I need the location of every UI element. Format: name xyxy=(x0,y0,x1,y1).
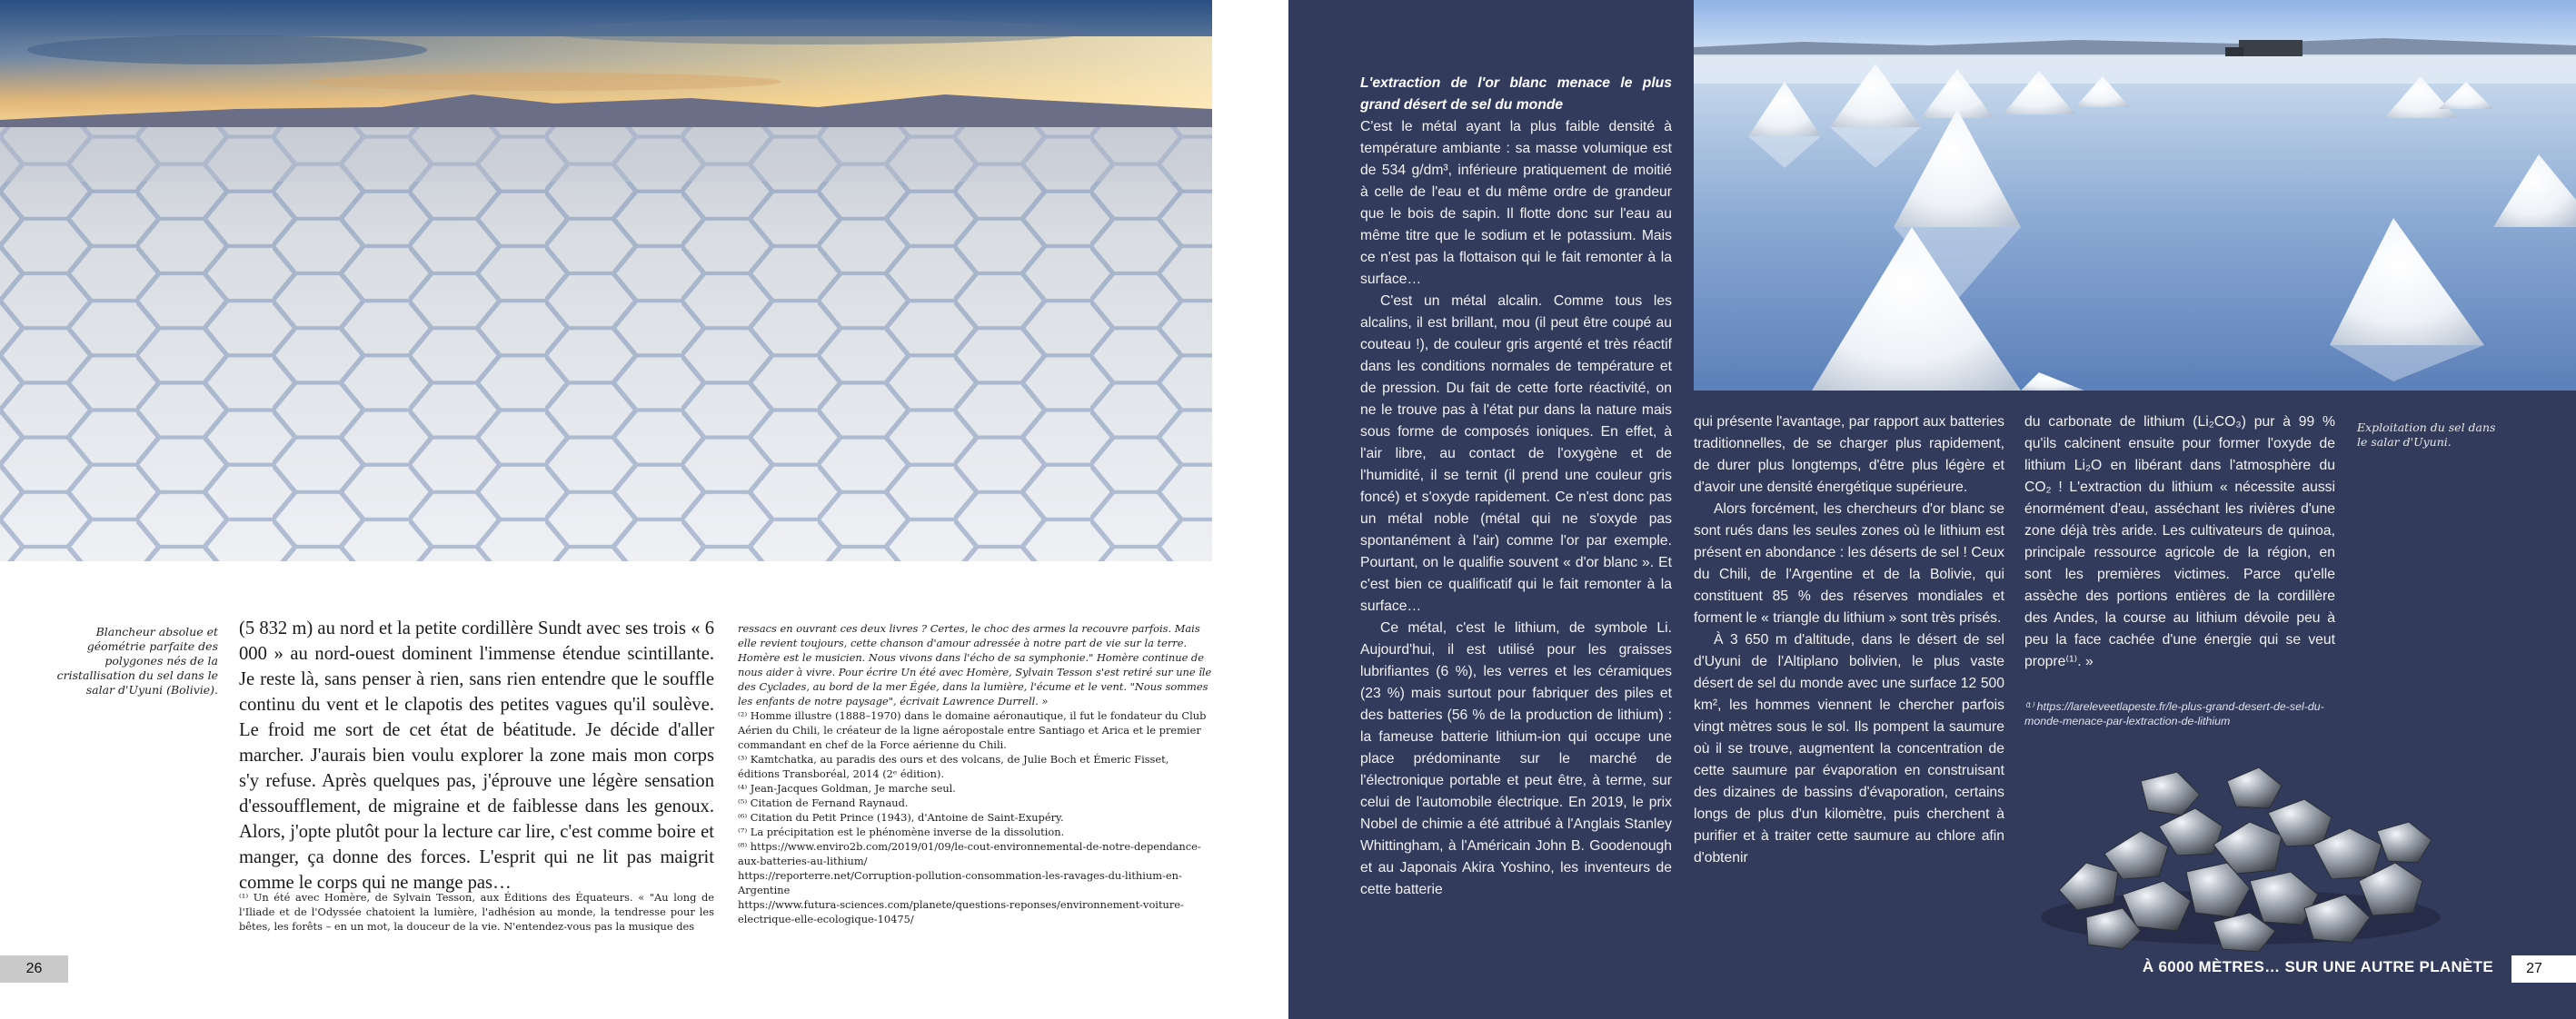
col2-paragraph-1: qui présente l'avantage, par rapport aux batteries traditionnelles, de se charger plus rapidement, de durer plus longtemps, d'être plus légère et d'avoir une densité énergétique supérieure. xyxy=(1694,414,2004,495)
note-2: ⁽²⁾ Homme illustre (1888–1970) dans le domaine aéronautique, il fut le fondateur du Club Aérien du Chili, le créateur de la ligne aéropostale entre Santiago et Arica et le premier commandant en chef de la Force aérienne du Chili. xyxy=(738,709,1207,751)
left-main-text-column xyxy=(239,616,714,895)
note-4: ⁽⁴⁾ Jean-Jacques Goldman, Je marche seul. xyxy=(738,782,956,795)
col1-paragraph-2: C'est un métal alcalin. Comme tous les alcalins, il est brillant, mou (il peut être coupé au couteau !), de couleur gris argenté et très réactif dans les conditions normales de température et de pression. Du fait de cette forte réactivité, on ne le trouve pas à l'état pur dans la nature mais sous forme de composés ioniques. En effet, à l'air libre, au contact de l'oxygène et de l'humidité, il se ternit (il prend une couleur gris foncé) et s'oxyde rapidement. Ce n'est donc pas un métal noble (métal qui ne s'oxyde pas spontanément à l'air) comme l'or par exemple. Pourtant, on le qualifie souvent « d'or blanc ». Et c'est bien ce qualificatif qui le fait remonter à la surface… xyxy=(1360,293,1672,614)
col3-paragraph-1: du carbonate de lithium (Li₂CO₃) pur à 99 % qu'ils calcinent ensuite pour former l'oxyde de lithium Li₂O en libérant dans l'atmosphère du CO₂ ! L'extraction du lithium « nécessite aussi énormément d'eau, asséchant les rivières d'une zone déjà très aride. Les cultivateurs de quinoa, principale ressource agricole de la région, en sont les premières victimes. Parce qu'elle assèche des portions entières de la cordillère des Andes, la course au lithium dévoile peu à peu la face cachée d'une énergie qui se veut propre⁽¹⁾. » xyxy=(2024,414,2335,669)
lithium-photo xyxy=(2032,745,2450,954)
col1-paragraph-3: Ce métal, c'est le lithium, de symbole Li. Aujourd'hui, il est utilisé pour les graisses lubrifiantes (6 %), les verres et les céramiques (23 %) mais surtout pour fabriquer des piles et des batteries (56 % de la production de lithium) : la fameuse batterie lithium-ion qui occupe une place prédominante sur le marché de l'électronique portable et peut être, à terme, sur celui de l'automobile électrique. En 2019, le prix Nobel de chimie a été attribué à l'Anglais Stanley Whittingham, à l'Américain John B. Goodenough et au Japonais Akira Yoshino, les inventeurs de cette batterie xyxy=(1360,620,1672,897)
salt-mine-photo xyxy=(1694,0,2576,391)
left-photo-caption: Blancheur absolue et géométrie parfaite des polygones nés de la cristallisation du sel dans le salar d'Uyuni (Bolivie). xyxy=(56,625,218,697)
note-8-url-3[interactable]: https://www.futura-sciences.com/planete/questions-reponses/environnement-voiture-electrique-elle-ecologique-10475/ xyxy=(738,898,1184,925)
right-text-column-1 xyxy=(1360,73,1672,901)
salt-flat-photo xyxy=(0,0,1212,561)
note-5: ⁽⁵⁾ Citation de Fernand Raynaud. xyxy=(738,796,909,809)
col1-paragraph-1: C'est le métal ayant la plus faible densité à température ambiante : sa masse volumique est de 534 g/dm³, inférieure pratiquement de moitié à celle de l'eau et du même ordre de grandeur que le bois de sapin. Il flotte donc sur l'eau au même titre que le sodium et le potassium. Mais ce n'est pas la flottaison qui le fait remonter à la surface… xyxy=(1360,119,1672,287)
left-notes-column xyxy=(738,621,1212,926)
note-6: ⁽⁶⁾ Citation du Petit Prince (1943), d'Antoine de Saint-Exupéry. xyxy=(738,811,1064,824)
right-footnote-url[interactable]: ⁽¹⁾ https://lareleveetlapeste.fr/le-plus-grand-desert-de-sel-du-monde-menace-par-lextraction-de-lithium xyxy=(2024,700,2324,727)
col2-paragraph-3: À 3 650 m d'altitude, dans le désert de sel d'Uyuni de l'Altiplano bolivien, le plus vaste désert de sel du monde avec une surface 12 500 km², les hommes viennent le chercher parfois vingt mètres sous le sol. Ils pompent la saumure où il se trouve, augmentent la concentration de cette saumure par évaporation en construisant des dizaines de bassins d'évaporation, certains longs de plus d'un kilomètre, puis cherchent à purifier et à traiter cette saumure au chlore afin d'obtenir xyxy=(1694,632,2004,866)
right-text-column-2 xyxy=(1694,411,2004,869)
col2-paragraph-2: Alors forcément, les chercheurs d'or blanc se sont rués dans les seules zones où le lithium est présent en abondance : les déserts de sel ! Ceux du Chili, de l'Argentine et de la Bolivie, qui constituent 85 % des réserves mondiales et forment le « triangle du lithium » sont très prisés. xyxy=(1694,501,2004,626)
page-number-left: 26 xyxy=(25,961,43,976)
note-3: ⁽³⁾ Kamtchatka, au paradis des ours et des volcans, de Julie Boch et Émeric Fisset, éditions Transboréal, 2014 (2ᵉ édition). xyxy=(738,753,1169,780)
right-photo-caption: Exploitation du sel dans le salar d'Uyuni. xyxy=(2357,420,2496,449)
page-number-right: 27 xyxy=(2526,961,2542,976)
left-footnote-1: ⁽¹⁾ Un été avec Homère, de Sylvain Tesson, aux Éditions des Équateurs. « "Au long de l'Iliade et de l'Odyssée chatoient la lumière, l'adhésion au monde, la tendresse pour les bêtes, les forêts – en un mot, la douceur de la vie. N'entendez-vous pas la musique des xyxy=(239,891,714,933)
article-heading: L'extraction de l'or blanc menace le plus grand désert de sel du monde xyxy=(1360,75,1672,113)
note-7: ⁽⁷⁾ La précipitation est le phénomène inverse de la dissolution. xyxy=(738,826,1065,838)
right-text-column-3 xyxy=(2024,411,2335,673)
note-8-url-2[interactable]: https://reporterre.net/Corruption-pollution-consommation-les-ravages-du-lithium-en-Argentine xyxy=(738,869,1182,896)
left-main-paragraph: (5 832 m) au nord et la petite cordillère Sundt avec ses trois « 6 000 » au nord-ouest dominent l'immense étendue scintillante. Je reste là, sans penser à rien, sans rien entendre que le souffle continu du vent et le clapotis des petites vagues qu'il soulève. Le froid me sort de cet état de béatitude. Je décide d'aller marcher. J'aurais bien voulu explorer la zone mais mon corps s'y refuse. Après quelques pas, j'éprouve une légère sensation d'essoufflement, de migraine et de faiblesse dans les genoux. Alors, j'opte plutôt pour la lecture car lire, c'est comme boire et manger, ça donne des forces. L'esprit qui ne lit pas maigrit comme le corps qui ne mange pas… xyxy=(239,618,714,893)
note-8-url-1[interactable]: ⁽⁸⁾ https://www.enviro2b.com/2019/01/09/le-cout-environnemental-de-notre-dependance-aux-batteries-au-lithium/ xyxy=(738,840,1201,867)
notes-continued: ressacs en ouvrant ces deux livres ? Certes, le choc des armes la recouvre parfois. Mais elle revient toujours, cette chanson d'amour adressée à notre part de vie sur la terre. Homère est le musicien. Nous vivons dans l'écho de sa symphonie." Homère continue de nous aider à vivre. Pour écrire Un été avec Homère, Sylvain Tesson s'est retiré sur une île des Cyclades, au bord de la mer Égée, dans la lumière, l'écume et le vent. "Nous sommes les enfants de notre paysage", écrivait Lawrence Durrell. » xyxy=(738,622,1212,707)
running-title: À 6000 MÈTRES… SUR UNE AUTRE PLANÈTE xyxy=(2142,958,2493,975)
